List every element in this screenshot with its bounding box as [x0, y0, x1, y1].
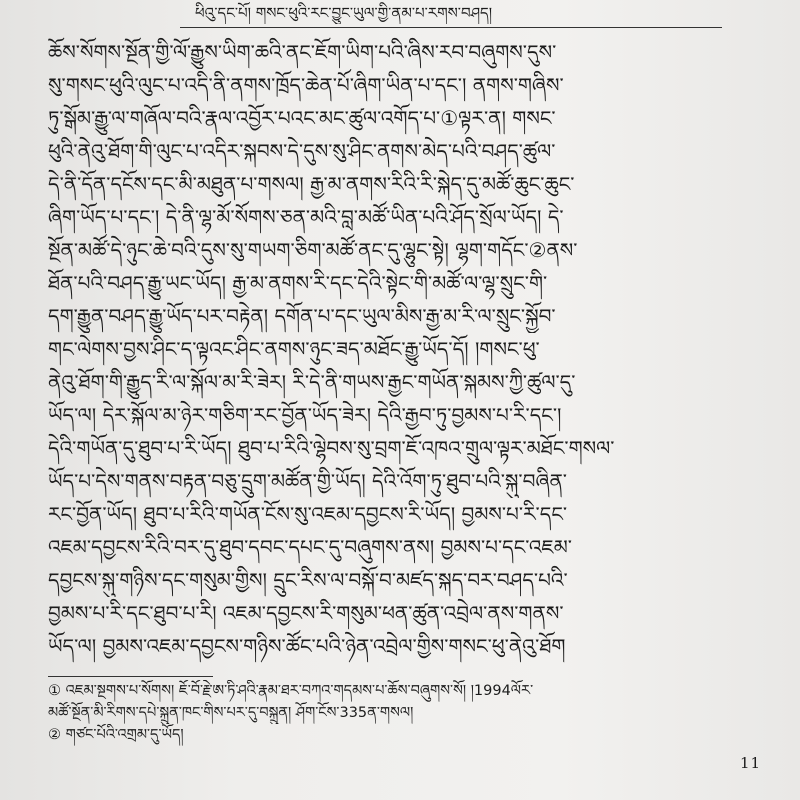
text-line: ཆོས་སོགས་སྔོན་གྱི་ལོ་རྒྱུས་ཡིག་ཆའི་ནང་ཇོག་ཡིག་པའི་ཞིས་རབ་བཞུགས་དུས་ — [48, 40, 557, 64]
footnote-1-line-2: མཚོ་སྔོན་མི་རིགས་དཔེ་སྐྲུན་ཁང་གིས་པར་དུ་བསྐྲུན། ཤོག་ངོས་335ན་གསལ། — [48, 705, 414, 721]
text-line: དབྱངས་སྐུ་གཉིས་དང་གསུམ་གྱིས། དྲུང་རིས་ལ་བསྐོ་བ་མཛད་སྐད་བར་བཤད་པའི་ — [48, 568, 568, 592]
text-line: ཡོད་ལ། དེར་སྐོལ་མ་ཉེར་གཅིག་རང་བྱོན་ཡོད་ཟེར། དེའི་རྒྱབ་ཏུ་བྱམས་པ་རི་དང་། — [48, 403, 562, 427]
text-line: ཕུའི་ནེའུ་ཐོག་གི་ལུང་པ་འདིར་སྐབས་དེ་དུས་སུ་ཤིང་ནགས་མེད་པའི་བཤད་ཚུལ་ — [48, 139, 556, 163]
text-line: དེ་ནི་དོན་དངོས་དང་མི་མཐུན་པ་གསལ། རྒྱ་མ་ནགས་རིའི་རི་སྐེད་དུ་མཚོ་ཆུང་ཆུང་ — [48, 172, 575, 196]
footnote-1-line-1: ① འཇམ་སྔགས་པ་སོགས། ཇོ་བོ་རྗེ་ཨ་ཏི་ཤའི་རྣམ་ཐར་བཀའ་གདམས་པ་ཆོས་བཞུགས་སོ། །1994ལོར་ — [48, 683, 534, 699]
running-head: ཕིའུ་དང་པོ། གསང་ཕུའི་རང་བྱུང་ཡུལ་གྱི་ནམ་པ་རགས་བཤད། — [195, 4, 493, 22]
text-line: ནེའུ་ཐོག་གི་རྒྱུད་རི་ལ་སྐོལ་མ་རི་ཟེར། རི་དེ་ནི་གཡས་རྒྱང་གཡོན་སྐམས་ཀྱི་ཚུལ་དུ་ — [48, 370, 576, 394]
text-line: དག་རྒྱུན་བཤད་རྒྱུ་ཡོད་པར་བརྟེན། དགོན་པ་དང་ཡུལ་མིས་རྒྱ་མ་རི་ལ་སྲུང་སྐྱོབ་ — [48, 304, 556, 328]
footnotes — [48, 680, 760, 746]
text-line: ཞིག་ཡོད་པ་དང་། དེ་ནི་ལྷ་མོ་སོགས་ཅན་མའི་བླ་མཚོ་ཡིན་པའི་ཤོད་སྲོལ་ཡོད། དེ་ — [48, 205, 564, 229]
text-line: རང་བྱོན་ཡོད། ཐུབ་པ་རིའི་གཡོན་ངོས་སུ་འཇམ་དབྱངས་རི་ཡོད། བྱམས་པ་རི་དང་ — [48, 502, 568, 526]
header-rule — [180, 27, 722, 28]
text-line: ཡོད་པ་དེས་གནས་བརྟན་བཅུ་དྲུག་མཚོན་གྱི་ཡོད། དེའི་འོག་ཏུ་ཐུབ་པའི་སྐུ་བཞིན་ — [48, 469, 567, 493]
text-line: སུ་གསང་ཕུའི་ལུང་པ་འདི་ནི་ནགས་ཁྲོད་ཆེན་པོ་ཞིག་ཡིན་པ་དང་། ནགས་གཞིས་ — [48, 73, 564, 97]
text-line: འཇམ་དབྱངས་རིའི་བར་དུ་ཐུབ་དབང་དཔང་དུ་བཞུགས་ནས། བྱམས་པ་དང་འཇམ་ — [48, 535, 572, 559]
text-line: ཏུ་སྒོམ་རྒྱུ་ལ་གཞོལ་བའི་རྣལ་འབྱོར་པའང་མང་ཚུལ་འགོད་པ་①ལྟར་ན། གསང་ — [48, 106, 556, 130]
footnote-2: ② གཙང་པོའི་འགྲམ་དུ་ཡོད། — [48, 727, 184, 743]
text-line: དེའི་གཡོན་དུ་ཐུབ་པ་རི་ཡོད། ཐུབ་པ་རིའི་ལྷེབས་སུ་བྲག་ཇོ་འཁའ་གྲུལ་ལྟར་མཐོང་གསལ་ — [48, 436, 615, 460]
body-text — [48, 36, 760, 663]
text-line: སྔོན་མཚོ་དེ་ཉུང་ཆེ་བའི་དུས་སུ་གཡག་ཅིག་མཚོ་ནང་དུ་ལྷུང་སྟེ། ལྷག་གདོང་②ནས་ — [48, 238, 578, 262]
text-line: ཐོན་པའི་བཤད་རྒྱུ་ཡང་ཡོད། རྒྱ་མ་ནགས་རི་དང་དེའི་སྟེང་གི་མཚོ་ལ་ལྷ་སྲུང་གི་ — [48, 271, 548, 295]
text-line: གང་ལེགས་བྱས་ཤིང་ད་ལྟའང་ཤིང་ནགས་ཉུང་ཟད་མཐོང་རྒྱུ་ཡོད་དོ། །གསང་ཕུ་ — [48, 337, 540, 361]
text-line: ཡོད་ལ། བྱམས་འཇམ་དབྱངས་གཉིས་ཚོང་པའི་ཉེན་འབྲེལ་གྱིས་གསང་ཕུ་ནེའུ་ཐོག — [48, 634, 566, 658]
page-number: 11 — [740, 754, 762, 772]
text-line: བྱམས་པ་རི་དང་ཐུབ་པ་རི། འཇམ་དབྱངས་རི་གསུམ་ཕན་ཚུན་འབྲེལ་ནས་གནས་ — [48, 601, 564, 625]
footnote-rule — [48, 676, 213, 677]
